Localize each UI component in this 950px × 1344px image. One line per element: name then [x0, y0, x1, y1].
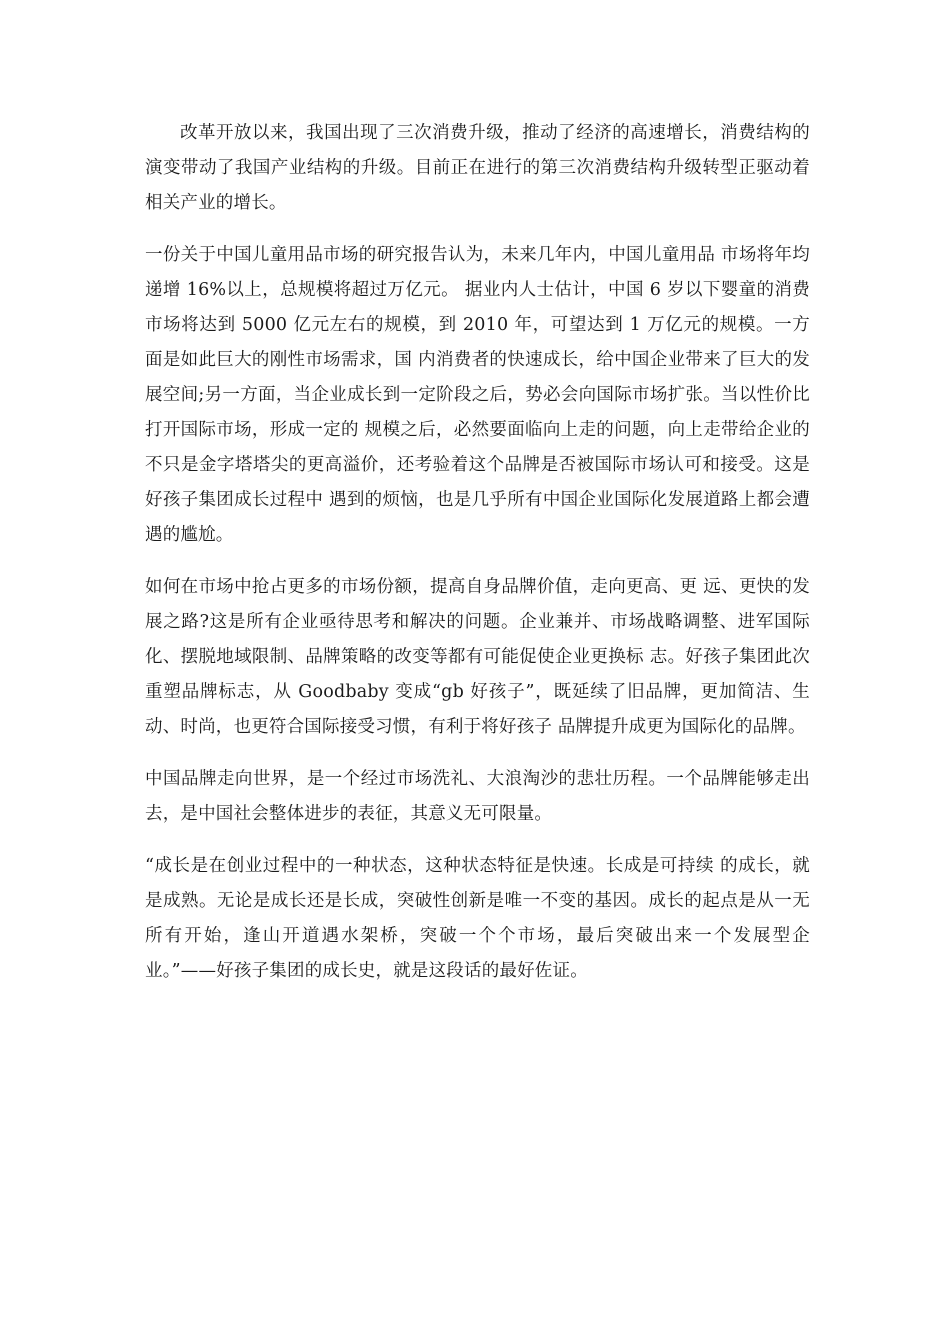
- paragraph-childrens-market-report: 一份关于中国儿童用品市场的研究报告认为，未来几年内，中国儿童用品 市场将年均递增 16%以上，总规模将超过万亿元。 据业内人士估计，中国 6 岁以下婴童的消费市场将达到 5000 亿元左右的规模，到 2010 年，可望达到 1 万亿元的规模。一方面是如此巨大的刚性市场需求，国 内消费者的快速成长，给中国企业带来了巨大的发展空间;另一方面，当企业成长到一定阶段之后，势必会向国际市场扩张。当以性价比打开国际市场，形成一定的 规模之后，必然要面临向上走的问题，向上走带给企业的不只是金字塔塔尖的更高溢价，还考验着这个品牌是否被国际市场认可和接受。这是好孩子集团成长过程中 遇到的烦恼，也是几乎所有中国企业国际化发展道路上都会遭遇的尴尬。: [145, 245, 810, 545]
- document-body: [145, 116, 810, 989]
- paragraph-chinese-brands-going-global: 中国品牌走向世界，是一个经过市场洗礼、大浪淘沙的悲壮历程。一个品牌能够走出去，是中国社会整体进步的表征，其意义无可限量。: [145, 769, 810, 824]
- paragraph-brand-logo-change: 如何在市场中抢占更多的市场份额，提高自身品牌价值，走向更高、更 远、更快的发展之路?这是所有企业亟待思考和解决的问题。企业兼并、市场战略调整、进军国际化、摆脱地域限制、品牌策略的改变等都有可能促使企业更换标 志。好孩子集团此次重塑品牌标志，从 Goodbaby 变成“gb 好孩子”，既延续了旧品牌，更加简洁、生动、时尚，也更符合国际接受习惯，有利于将好孩子 品牌提升成更为国际化的品牌。: [145, 577, 810, 737]
- paragraph-consumption-upgrade: 改革开放以来，我国出现了三次消费升级，推动了经济的高速增长，消费结构的演变带动了我国产业结构的升级。目前正在进行的第三次消费结构升级转型正驱动着相关产业的增长。: [145, 123, 810, 213]
- paragraph-growth-quote: “成长是在创业过程中的一种状态，这种状态特征是快速。长成是可持续 的成长，就是成熟。无论是成长还是长成，突破性创新是唯一不变的基因。成长的起点是从一无所有开始，逢山开道遇水架桥，突破一个个市场，最后突破出来一个发展型企业。”——好孩子集团的成长史，就是这段话的最好佐证。: [145, 856, 810, 981]
